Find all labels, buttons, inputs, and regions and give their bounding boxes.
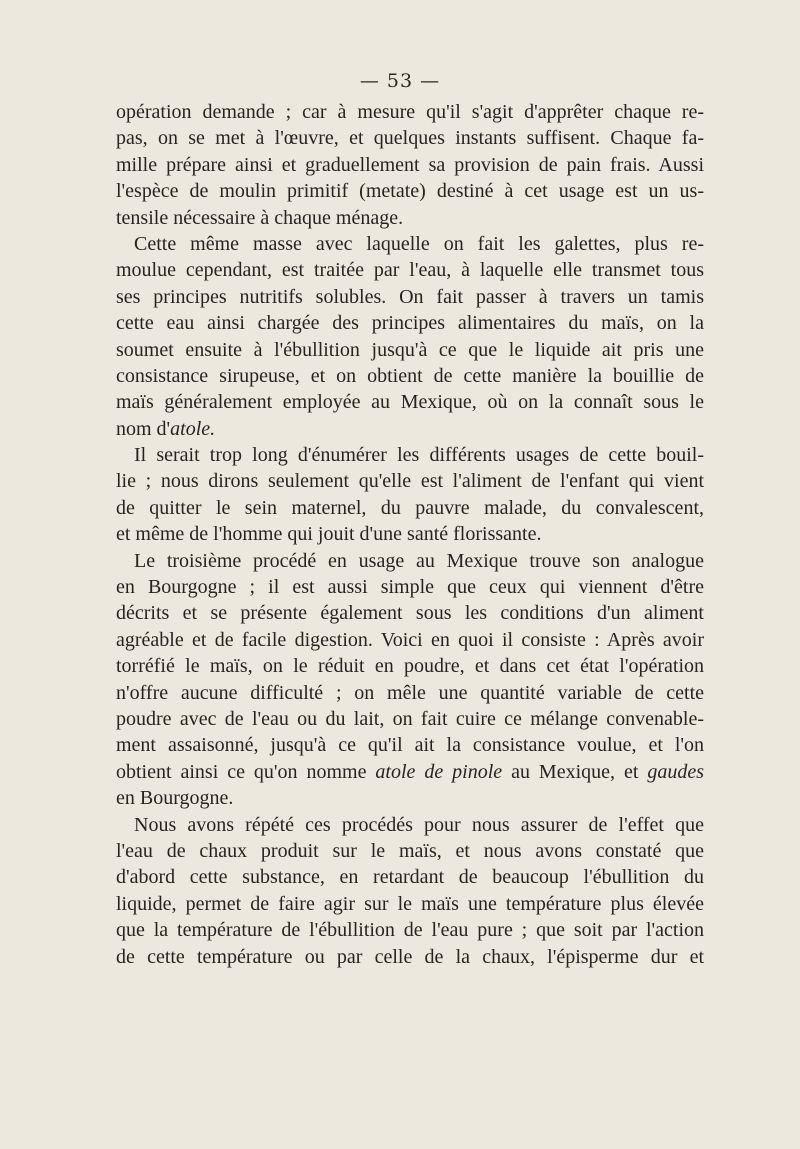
text-line: que la température de l'ébullition de l'eau pure ; que soit par l'action [116, 919, 704, 942]
text-line: moulue cependant, est traitée par l'eau, à laquelle elle transmet tous [116, 259, 704, 282]
text-line: poudre avec de l'eau ou du lait, on fait cuire ce mélange convenable- [116, 707, 704, 730]
text-line: obtient ainsi ce qu'on nomme atole de pinole au Mexique, et gaudes [116, 760, 705, 783]
body-text [116, 99, 704, 970]
text-line: Le troisième procédé en usage au Mexique trouve son analogue [134, 549, 704, 572]
text-line: l'eau de chaux produit sur le maïs, et nous avons constaté que [116, 839, 704, 862]
text-line: de quitter le sein maternel, du pauvre malade, du convalescent, [116, 496, 704, 519]
text-line: en Bourgogne ; il est aussi simple que ceux qui viennent d'être [116, 576, 704, 599]
text-line: Nous avons répété ces procédés pour nous assurer de l'effet que [134, 813, 704, 836]
text-line: n'offre aucune difficulté ; on mêle une quantité variable de cette [116, 681, 704, 704]
text-line: mille prépare ainsi et graduellement sa provision de pain frais. Aussi [116, 153, 704, 176]
text-line: Il serait trop long d'énumérer les différents usages de cette bouil- [134, 444, 704, 467]
text-line: agréable et de facile digestion. Voici en quoi il consiste : Après avoir [116, 628, 704, 651]
text-line: tensile nécessaire à chaque ménage. [116, 206, 404, 229]
text-line: et même de l'homme qui jouit d'une santé florissante. [116, 523, 542, 546]
text-line: soumet ensuite à l'ébullition jusqu'à ce que le liquide ait pris une [116, 338, 704, 361]
text-line: de cette température ou par celle de la chaux, l'épisperme dur et [116, 945, 704, 968]
text-line: torréfié le maïs, on le réduit en poudre, et dans cet état l'opération [116, 655, 704, 678]
text-line: en Bourgogne. [116, 787, 234, 810]
text-line: pas, on se met à l'œuvre, et quelques instants suffisent. Chaque fa- [116, 127, 704, 150]
text-line: décrits et se présente également sous les conditions d'un aliment [116, 602, 704, 625]
text-line: liquide, permet de faire agir sur le maïs une température plus élevée [116, 892, 704, 915]
text-line: nom d'atole. [116, 417, 216, 440]
text-line: maïs généralement employée au Mexique, où on la connaît sous le [116, 391, 704, 414]
text-line: ment assaisonné, jusqu'à ce qu'il ait la consistance voulue, et l'on [116, 734, 704, 757]
text-line: l'espèce de moulin primitif (metate) destiné à cet usage est un us- [116, 180, 704, 203]
text-line: cette eau ainsi chargée des principes alimentaires du maïs, on la [116, 312, 704, 335]
text-line: ses principes nutritifs solubles. On fait passer à travers un tamis [116, 285, 704, 308]
page-number: — 53 — [359, 70, 441, 92]
text-line: d'abord cette substance, en retardant de beaucoup l'ébullition du [116, 866, 704, 889]
text-line: Cette même masse avec laquelle on fait les galettes, plus re- [134, 232, 704, 255]
text-line: consistance sirupeuse, et on obtient de cette manière la bouillie de [116, 364, 704, 387]
text-line: opération demande ; car à mesure qu'il s'agit d'apprêter chaque re- [116, 101, 704, 123]
text-line: lie ; nous dirons seulement qu'elle est l'aliment de l'enfant qui vient [116, 470, 704, 493]
